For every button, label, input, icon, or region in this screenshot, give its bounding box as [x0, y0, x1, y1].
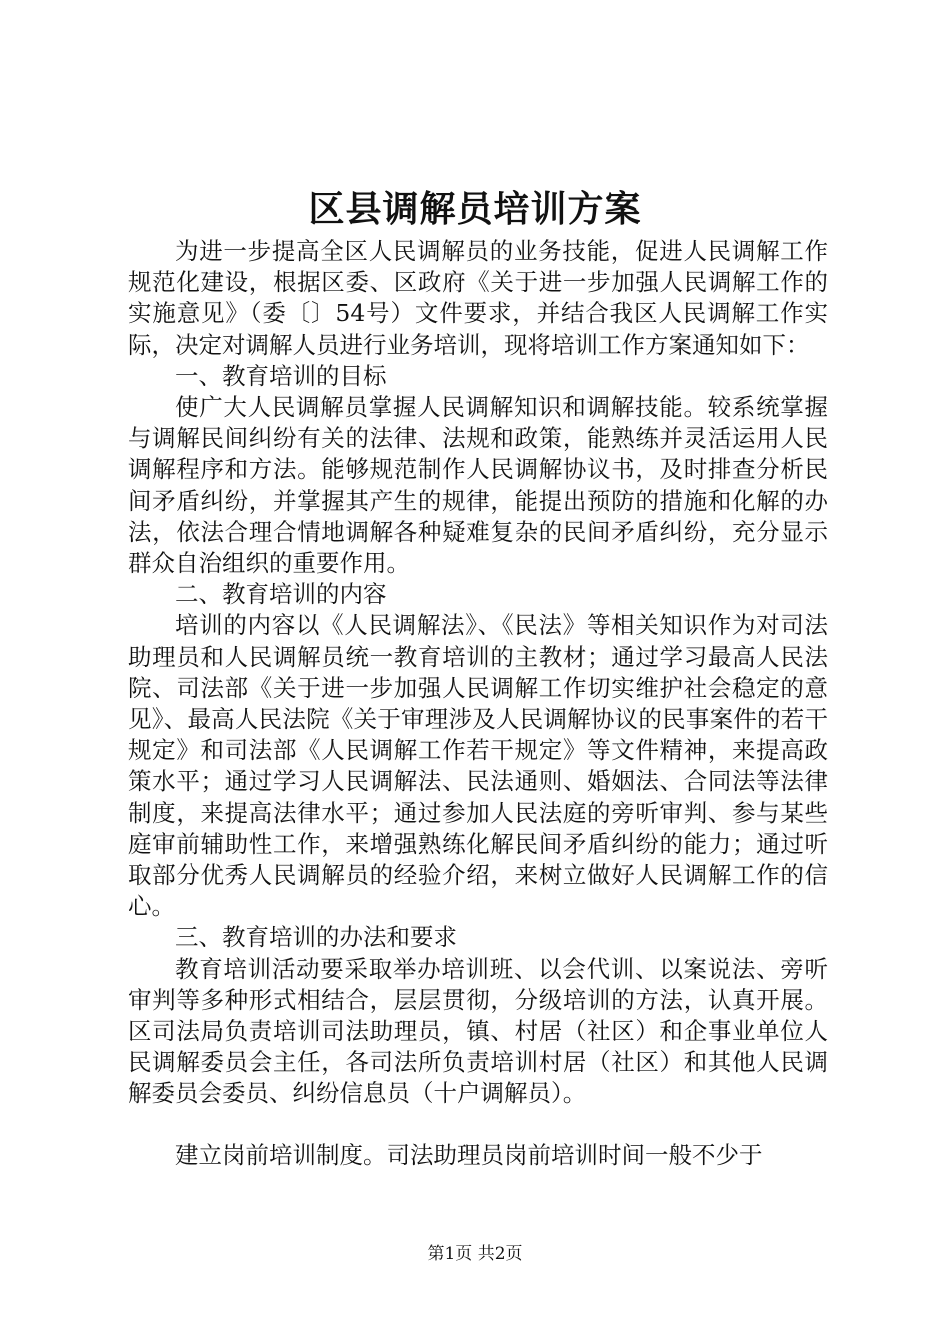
intro-paragraph: 为进一步提高全区人民调解员的业务技能，促进人民调解工作规范化建设，根据区委、区政府《关于进一步加强人民调解工作的实施意见》（委〔〕54号）文件要求，并结合我区人民调解工作实际，决定对调解人员进行业务培训，现将培训工作方案通知如下：	[128, 237, 828, 359]
document-body	[128, 236, 828, 1171]
section-heading-content: 二、教育培训的内容	[175, 580, 387, 609]
pre-job-training-paragraph: 建立岗前培训制度。司法助理员岗前培训时间一般不少于	[175, 1140, 763, 1169]
document-title: 区县调解员培训方案	[308, 188, 642, 230]
section-heading-goals: 一、教育培训的目标	[175, 361, 387, 390]
paragraph-gap	[128, 1110, 828, 1140]
page-number-footer: 第1页 共2页	[427, 1244, 523, 1264]
goals-paragraph: 使广大人民调解员掌握人民调解知识和调解技能。较系统掌握与调解民间纠纷有关的法律、法规和政策，能熟练并灵活运用人民调解程序和方法。能够规范制作人民调解协议书，及时排查分析民间矛盾纠纷，并掌握其产生的规律，能提出预防的措施和化解的办法，依法合理合情地调解各种疑难复杂的民间矛盾纠纷，充分显示群众自治组织的重要作用。	[128, 393, 828, 578]
methods-paragraph: 教育培训活动要采取举办培训班、以会代训、以案说法、旁听审判等多种形式相结合，层层贯彻，分级培训的方法，认真开展。区司法局负责培训司法助理员，镇、村居（社区）和企事业单位人民调解委员会主任，各司法所负责培训村居（社区）和其他人民调解委员会委员、纠纷信息员（十户调解员）。	[128, 954, 828, 1108]
section-heading-methods: 三、教育培训的办法和要求	[175, 923, 457, 952]
content-paragraph: 培训的内容以《人民调解法》、《民法》等相关知识作为对司法助理员和人民调解员统一教育培训的主教材；通过学习最高人民法院、司法部《关于进一步加强人民调解工作切实维护社会稳定的意见》、最高人民法院《关于审理涉及人民调解协议的民事案件的若干规定》和司法部《人民调解工作若干规定》等文件精神，来提高政策水平；通过学习人民调解法、民法通则、婚姻法、合同法等法律制度，来提高法律水平；通过参加人民法庭的旁听审判、参与某些庭审前辅助性工作，来增强熟练化解民间矛盾纠纷的能力；通过听取部分优秀人民调解员的经验介绍，来树立做好人民调解工作的信心。	[128, 611, 828, 921]
